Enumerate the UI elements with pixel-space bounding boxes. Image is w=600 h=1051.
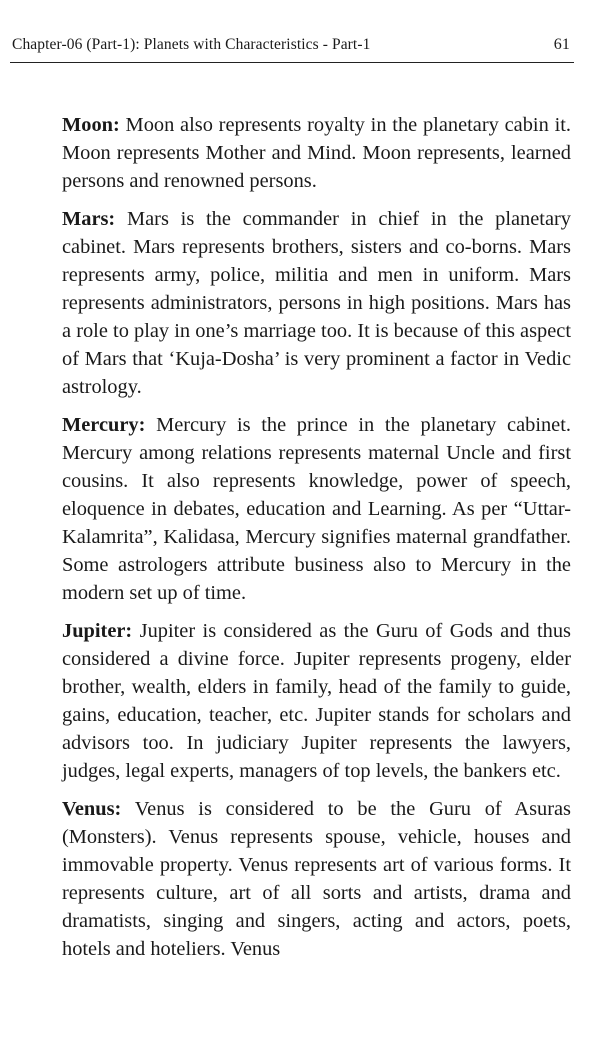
term-mars: Mars: (62, 208, 116, 230)
paragraph-moon-text: Moon also represents royalty in the planetary cabin it. Moon represents Mother and Mind. Moon represents, learned persons and renowned persons. (62, 114, 571, 192)
body-text (62, 111, 571, 973)
term-moon: Moon: (62, 114, 120, 136)
header-rule (10, 62, 574, 63)
running-header (12, 36, 572, 58)
term-jupiter: Jupiter: (62, 620, 133, 642)
paragraph-mars (62, 205, 571, 401)
paragraph-jupiter-text: Jupiter is considered as the Guru of Gods and thus considered a divine force. Jupiter represents progeny, elder brother, wealth, elders in family, head of the family to guide, gains, education, teacher, etc. Jupiter stands for scholars and advisors too. In judiciary Jupiter represents the lawyers, judges, legal experts, managers of top levels, the bankers etc. (62, 620, 571, 782)
paragraph-venus (62, 795, 571, 963)
page-number: 61 (553, 36, 570, 53)
term-venus: Venus: (62, 798, 122, 820)
paragraph-moon (62, 111, 571, 195)
term-mercury: Mercury: (62, 414, 146, 436)
paragraph-jupiter (62, 617, 571, 785)
paragraph-mercury-text: Mercury is the prince in the planetary cabinet. Mercury among relations represents maternal Uncle and first cousins. It also represents knowledge, power of speech, eloquence in debates, education and Learning. As per “Uttar-Kalamrita”, Kalidasa, Mercury signifies maternal grandfather. Some astrologers attribute business also to Mercury in the modern set up of time. (62, 414, 571, 604)
chapter-title: Chapter-06 (Part-1): Planets with Characteristics - Part-1 (12, 36, 371, 53)
paragraph-mars-text: Mars is the commander in chief in the planetary cabinet. Mars represents brothers, sisters and co-borns. Mars represents army, police, militia and men in uniform. Mars represents administrators, persons in high positions. Mars has a role to play in one’s marriage too. It is because of this aspect of Mars that ‘Kuja-Dosha’ is very prominent a factor in Vedic astrology. (62, 208, 571, 398)
paragraph-mercury (62, 411, 571, 607)
paragraph-venus-text: Venus is considered to be the Guru of Asuras (Monsters). Venus represents spouse, vehicle, houses and immovable property. Venus represents art of various forms. It represents culture, art of all sorts and artists, drama and dramatists, singing and singers, acting and actors, poets, hotels and hoteliers. Venus (62, 798, 571, 960)
